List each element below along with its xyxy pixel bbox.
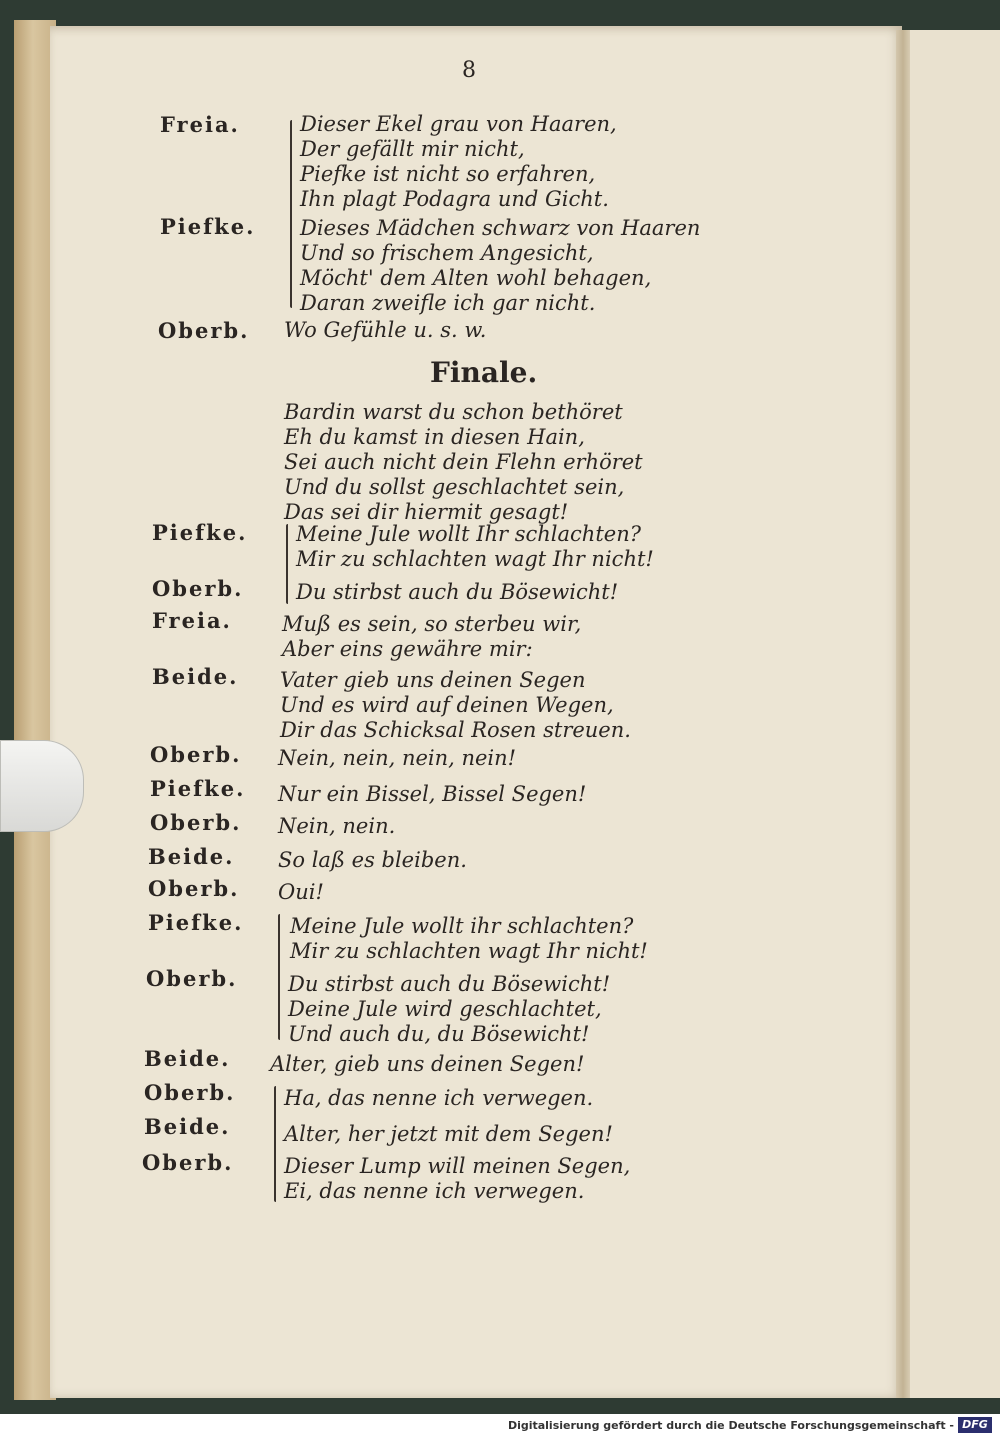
verse-block xyxy=(284,1122,613,1147)
verse-line: Dieser Ekel grau von Haaren, xyxy=(300,112,617,136)
verse-line: Aber eins gewähre mir: xyxy=(282,637,533,661)
verse-block xyxy=(290,914,648,964)
speaker-label: Oberb. xyxy=(148,876,240,901)
verse-line: Dir das Schicksal Rosen streuen. xyxy=(280,718,631,742)
verse-block xyxy=(280,668,631,743)
verse-line: Möcht' dem Alten wohl behagen, xyxy=(300,266,652,290)
speaker-label: Oberb. xyxy=(142,1150,234,1175)
verse-line: Muß es sein, so sterbeu wir, xyxy=(282,612,582,636)
verse-line: Eh du kamst in diesen Hain, xyxy=(284,425,585,449)
verse-line: Ihn plagt Podagra und Gicht. xyxy=(300,187,609,211)
speaker-label: Beide. xyxy=(144,1046,231,1071)
verse-line: Alter, her jetzt mit dem Segen! xyxy=(284,1122,613,1146)
verse-line: Mir zu schlachten wagt Ihr nicht! xyxy=(290,939,648,963)
verse-line: Du stirbst auch du Bösewicht! xyxy=(296,580,619,604)
verse-block xyxy=(284,318,486,343)
verse-line: Dieser Lump will meinen Segen, xyxy=(284,1154,631,1178)
verse-line: Meine Jule wollt Ihr schlachten? xyxy=(296,522,641,546)
speaker-label: Oberb. xyxy=(146,966,238,991)
speaker-label: Freia. xyxy=(152,608,232,633)
verse-block xyxy=(284,1154,630,1204)
verse-line: Ei, das nenne ich verwegen. xyxy=(284,1179,585,1203)
dfg-logo: DFG xyxy=(958,1417,992,1433)
speaker-label: Oberb. xyxy=(150,810,242,835)
verse-block xyxy=(278,880,324,905)
verse-block xyxy=(300,216,700,316)
verse-line: Mir zu schlachten wagt Ihr nicht! xyxy=(296,547,654,571)
verse-line: Das sei dir hiermit gesagt! xyxy=(284,500,569,524)
speaker-label: Piefke. xyxy=(152,520,248,545)
verse-line: Und es wird auf deinen Wegen, xyxy=(280,693,614,717)
speaker-label: Beide. xyxy=(148,844,235,869)
verse-line: Nein, nein, nein, nein! xyxy=(278,746,517,770)
footer-bar xyxy=(0,1414,1000,1438)
verse-line: So laß es bleiben. xyxy=(278,848,467,872)
verse-block xyxy=(296,522,654,572)
speaker-label: Oberb. xyxy=(158,318,250,343)
verse-block xyxy=(270,1052,584,1077)
speaker-label: Oberb. xyxy=(150,742,242,767)
verse-line: Und du sollst geschlachtet sein, xyxy=(284,475,625,499)
brace xyxy=(274,1086,276,1202)
brace xyxy=(286,524,288,604)
verse-line: Du stirbst auch du Bösewicht! xyxy=(288,972,611,996)
brace xyxy=(278,914,280,1040)
verse-line: Oui! xyxy=(278,880,324,904)
verse-block xyxy=(278,782,586,807)
verse-line: Nur ein Bissel, Bissel Segen! xyxy=(278,782,587,806)
verse-line: Daran zweifle ich gar nicht. xyxy=(300,291,596,315)
facing-page xyxy=(904,30,1000,1398)
verse-line: Wo Gefühle u. s. w. xyxy=(284,318,487,342)
speaker-label: Piefke. xyxy=(160,214,256,239)
verse-line: Dieses Mädchen schwarz von Haaren xyxy=(300,216,701,240)
verse-line: Und so frischem Angesicht, xyxy=(300,241,594,265)
verse-line: Sei auch nicht dein Flehn erhöret xyxy=(284,450,643,474)
speaker-label: Piefke. xyxy=(148,910,244,935)
verse-block xyxy=(284,400,643,525)
verse-block xyxy=(296,580,618,605)
page-number: 8 xyxy=(462,58,476,83)
verse-block xyxy=(284,1086,593,1111)
speaker-label: Oberb. xyxy=(152,576,244,601)
verse-line: Ha, das nenne ich verwegen. xyxy=(284,1086,594,1110)
verse-line: Vater gieb uns deinen Segen xyxy=(280,668,586,692)
speaker-label: Piefke. xyxy=(150,776,246,801)
verse-line: Meine Jule wollt ihr schlachten? xyxy=(290,914,634,938)
speaker-label: Oberb. xyxy=(144,1080,236,1105)
verse-line: Der gefällt mir nicht, xyxy=(300,137,525,161)
verse-block xyxy=(278,746,516,771)
verse-line: Und auch du, du Bösewicht! xyxy=(288,1022,590,1046)
speaker-label: Freia. xyxy=(160,112,240,137)
section-heading: Finale. xyxy=(430,356,538,389)
page-clip xyxy=(0,740,84,832)
verse-block xyxy=(288,972,610,1047)
verse-block xyxy=(300,112,617,212)
verse-line: Piefke ist nicht so erfahren, xyxy=(300,162,596,186)
verse-block xyxy=(282,612,581,662)
brace xyxy=(290,120,292,308)
speaker-label: Beide. xyxy=(152,664,239,689)
verse-block xyxy=(278,814,395,839)
verse-line: Bardin warst du schon bethöret xyxy=(284,400,623,424)
book-spine xyxy=(896,30,910,1398)
verse-block xyxy=(278,848,467,873)
verse-line: Alter, gieb uns deinen Segen! xyxy=(270,1052,585,1076)
footer-credit: Digitalisierung gefördert durch die Deutsche Forschungsgemeinschaft - xyxy=(507,1419,954,1432)
speaker-label: Beide. xyxy=(144,1114,231,1139)
verse-line: Deine Jule wird geschlachtet, xyxy=(288,997,602,1021)
verse-line: Nein, nein. xyxy=(278,814,396,838)
